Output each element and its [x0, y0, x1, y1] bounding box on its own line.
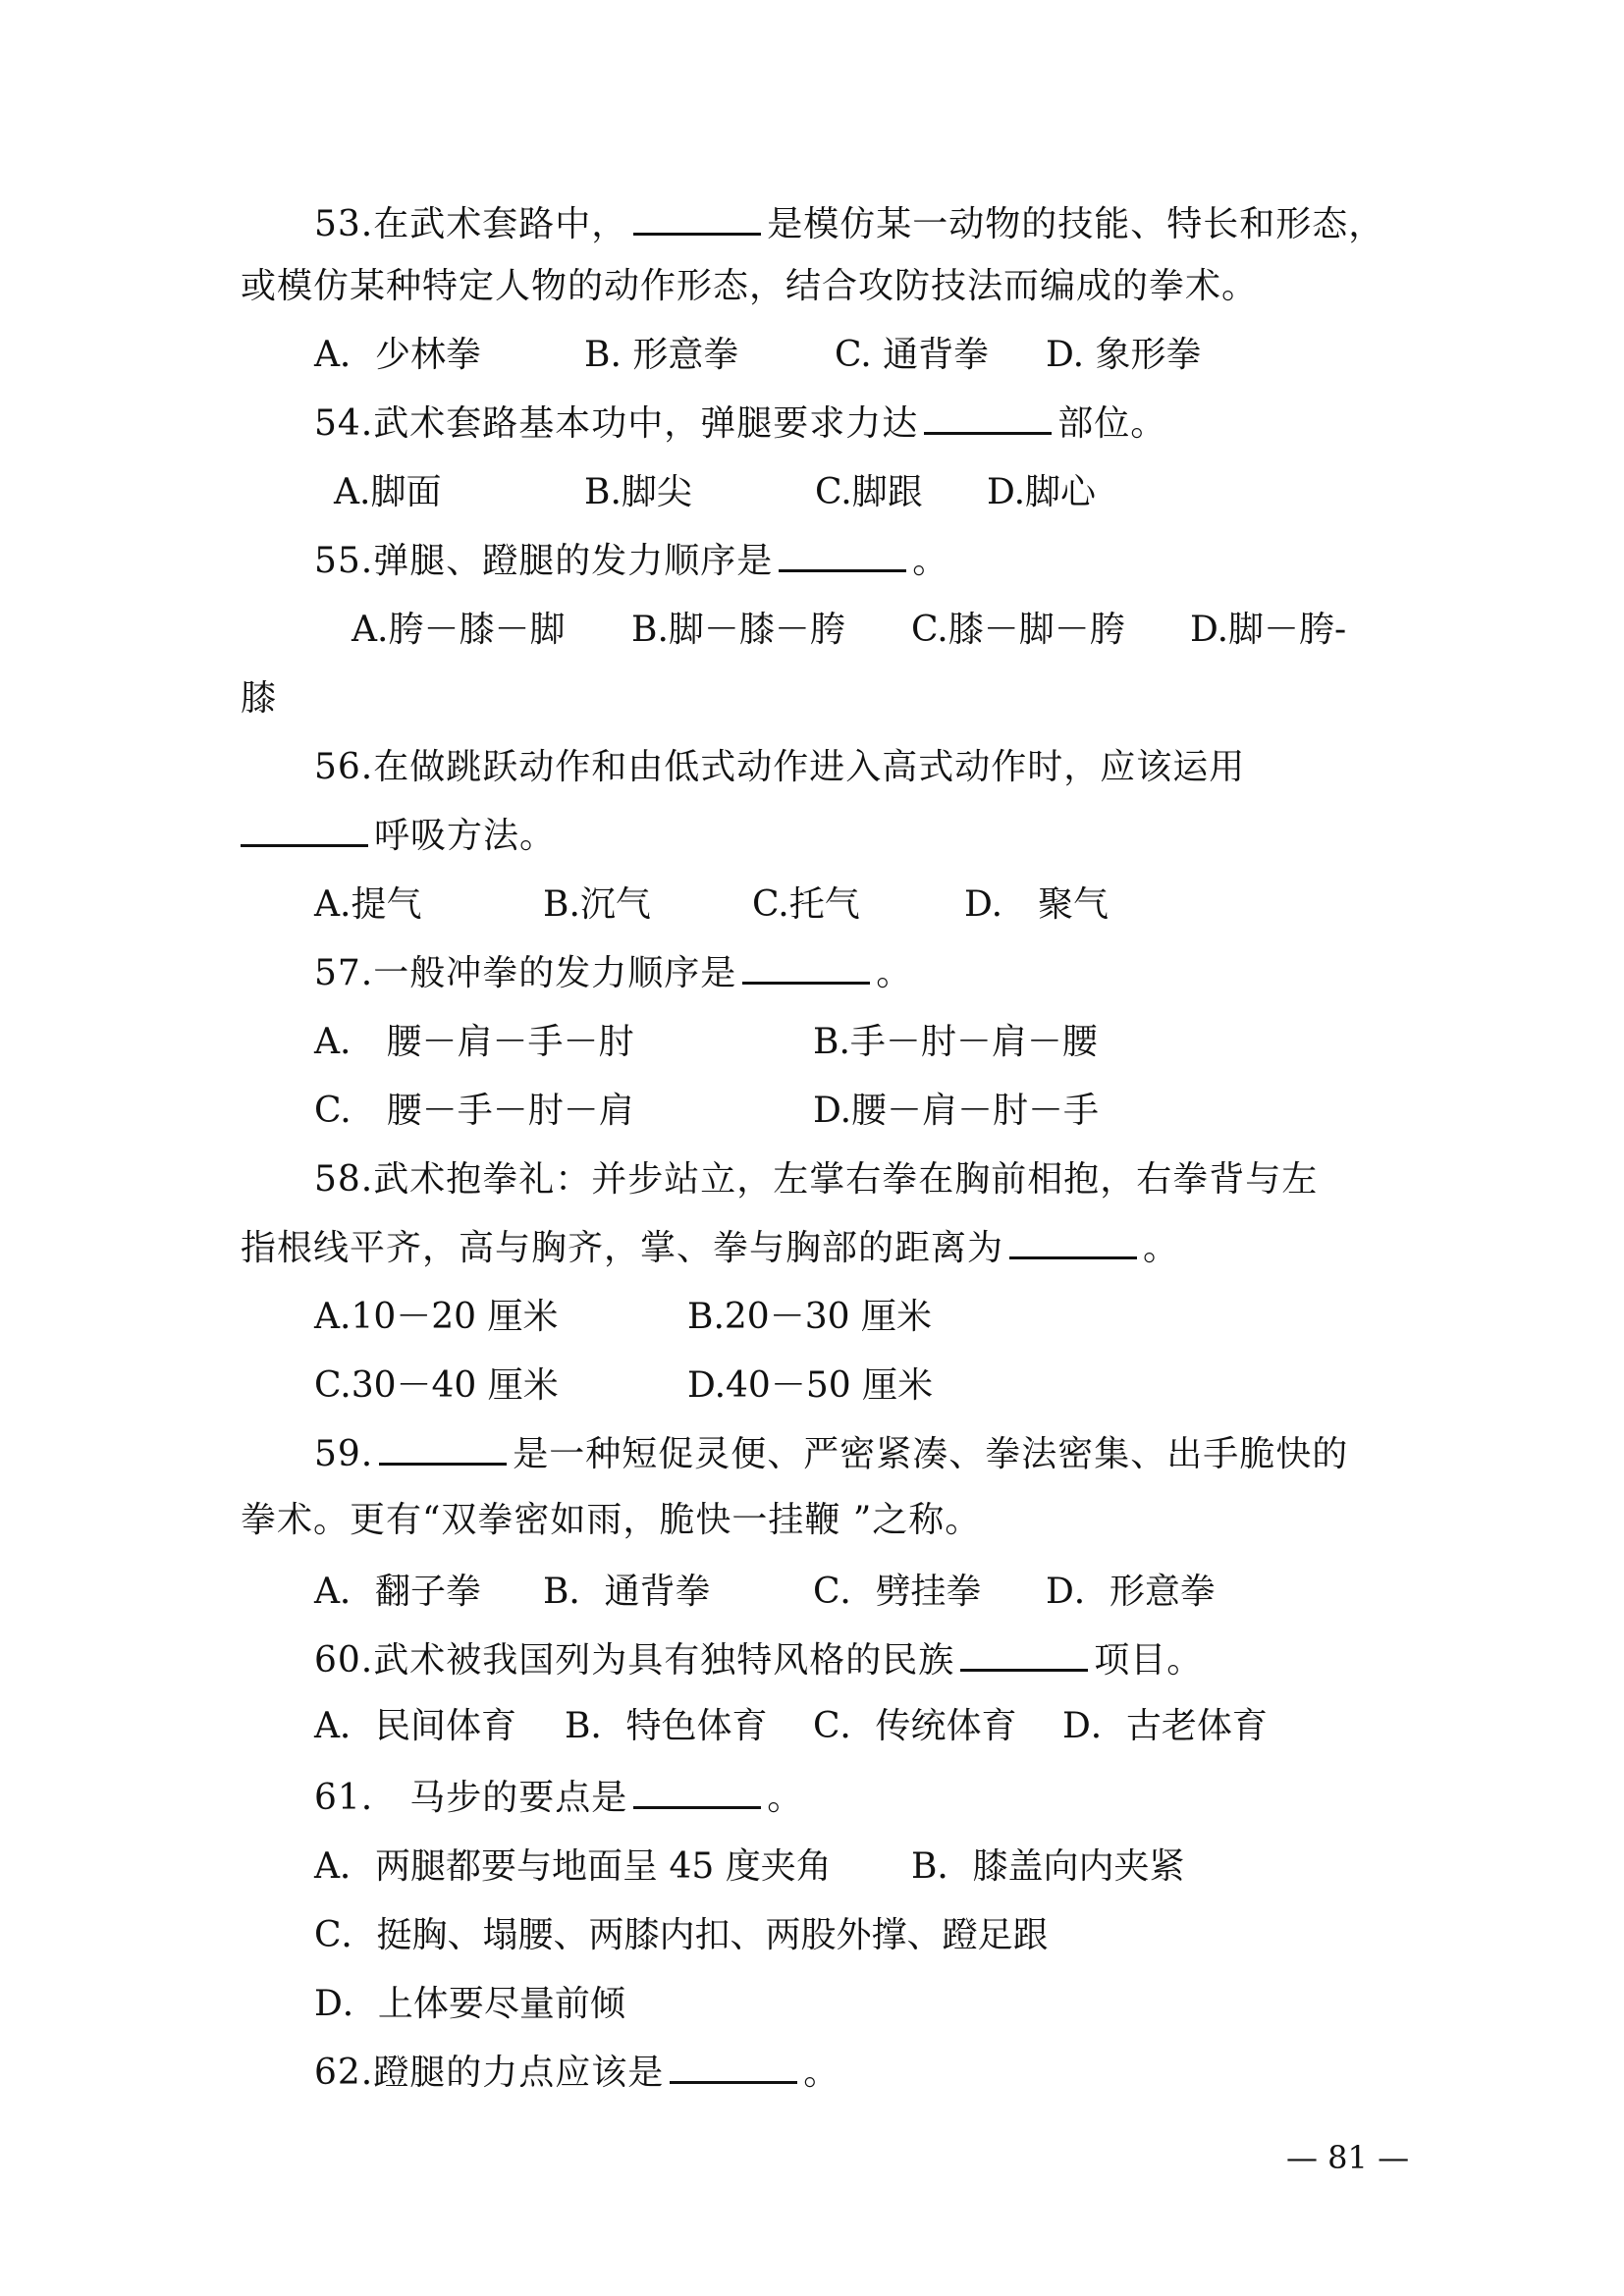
question-text: 。	[876, 953, 913, 993]
question-text: 。	[803, 2053, 840, 2093]
option-b: B.20－30 厘米	[687, 1297, 932, 1337]
option-b: B.手－肘－肩－腰	[813, 1022, 1098, 1062]
option-c: C．挺胸、塌腰、两膝内扣、两股外撑、蹬足跟	[314, 1915, 1049, 1955]
question-59-line-1	[314, 1431, 1348, 1478]
question-text: 是模仿某一动物的技能、特长和形态，	[767, 204, 1385, 244]
question-58-line-1	[314, 1156, 1318, 1203]
question-text: 部位。	[1057, 403, 1167, 444]
option-d: D.脚心	[987, 472, 1097, 512]
question-62	[314, 2050, 839, 2097]
question-number: 57.	[314, 953, 374, 993]
option-c: C.托气	[752, 884, 860, 925]
option-a: A.胯－膝－脚	[352, 610, 566, 650]
option-a: A.脚面	[334, 472, 442, 512]
question-text: 。	[912, 541, 949, 581]
answer-blank	[241, 815, 368, 847]
question-text: 是一种短促灵便、严密紧凑、拳法密集、出手脆快的	[513, 1434, 1349, 1474]
question-text: 指根线平齐，高与胸齐，掌、拳与胸部的距离为	[241, 1228, 1004, 1268]
answer-blank	[633, 203, 761, 236]
option-a: A．两腿都要与地面呈 45 度夹角	[314, 1846, 832, 1887]
option-d: D．上体要尽量前倾	[314, 1984, 625, 2024]
option-b: B.沉气	[543, 884, 651, 925]
question-59-line-2	[241, 1497, 981, 1544]
question-text: 在武术套路中，	[373, 204, 628, 244]
question-53-line-2	[241, 263, 1258, 310]
answer-blank	[960, 1639, 1088, 1672]
option-c: C．传统体育	[813, 1706, 1017, 1746]
option-a: A．少林拳	[314, 335, 481, 375]
option-d: D.40－50 厘米	[687, 1365, 934, 1406]
option-d: D．形意拳	[1046, 1572, 1216, 1612]
question-number: 53.	[314, 204, 374, 244]
option-b: B. 形意拳	[584, 335, 739, 375]
question-number: 58.	[314, 1159, 374, 1200]
question-text: 弹腿、蹬腿的发力顺序是	[373, 541, 774, 581]
option-d: D.腰－肩－肘－手	[813, 1091, 1100, 1131]
question-56-line-2	[241, 813, 556, 860]
option-d: D. 聚气	[964, 884, 1110, 925]
answer-blank	[742, 952, 870, 985]
question-54	[314, 400, 1166, 448]
option-b: B．特色体育	[565, 1706, 768, 1746]
option-b: B．通背拳	[543, 1572, 711, 1612]
question-58-line-2	[241, 1225, 1179, 1272]
option-c: C.30－40 厘米	[314, 1365, 559, 1406]
question-text: 项目。	[1094, 1640, 1204, 1681]
question-number: 60.	[314, 1640, 374, 1681]
question-text: 武术被我国列为具有独特风格的民族	[373, 1640, 955, 1681]
question-number: 54.	[314, 403, 374, 444]
option-c: C. 通背拳	[835, 335, 990, 375]
option-c: C．劈挂拳	[813, 1572, 982, 1612]
question-text: 或模仿某种特定人物的动作形态，结合攻防技法而编成的拳术。	[241, 266, 1259, 306]
question-text: 一般冲拳的发力顺序是	[373, 953, 737, 993]
question-text: 武术套路基本功中，弹腿要求力达	[373, 403, 919, 444]
question-text: 呼吸方法。	[374, 816, 557, 856]
option-c: C. 腰－手－肘－肩	[314, 1091, 634, 1131]
question-53-line-1	[314, 201, 1384, 248]
question-text: 武术抱拳礼：并步站立，左掌右拳在胸前相抱，右拳背与左	[373, 1159, 1319, 1200]
option-a: A.10－20 厘米	[314, 1297, 559, 1337]
question-number: 61.	[314, 1778, 374, 1818]
question-57	[314, 950, 912, 997]
question-text: 马步的要点是	[373, 1778, 628, 1818]
question-text: 蹬腿的力点应该是	[373, 2053, 665, 2093]
question-number: 55.	[314, 541, 374, 581]
option-d-wrap: 膝	[241, 678, 278, 719]
answer-blank	[379, 1433, 507, 1466]
question-60	[314, 1637, 1203, 1684]
question-number: 59.	[314, 1434, 374, 1474]
page-number: — 81 —	[1286, 2139, 1410, 2176]
answer-blank	[924, 402, 1052, 435]
answer-blank	[1009, 1227, 1137, 1259]
answer-blank	[670, 2052, 797, 2084]
option-a: A. 腰－肩－手－肘	[314, 1022, 634, 1062]
question-text: 。	[767, 1778, 804, 1818]
option-b: B.脚－膝－胯	[631, 610, 845, 650]
option-b: B．膝盖向内夹紧	[911, 1846, 1185, 1887]
question-text: 拳术。更有“双拳密如雨，脆快一挂鞭 ”之称。	[241, 1500, 982, 1540]
question-55	[314, 538, 948, 585]
question-text: 。	[1143, 1228, 1180, 1268]
question-61	[314, 1775, 803, 1822]
option-d: D．古老体育	[1062, 1706, 1268, 1746]
answer-blank	[779, 540, 906, 572]
option-d: D. 象形拳	[1046, 335, 1202, 375]
option-c: C.脚跟	[815, 472, 923, 512]
option-b: B.脚尖	[584, 472, 692, 512]
question-text: 在做跳跃动作和由低式动作进入高式动作时，应该运用	[373, 747, 1246, 787]
option-c: C.膝－脚－胯	[911, 610, 1125, 650]
option-a: A．翻子拳	[314, 1572, 481, 1612]
option-a: A．民间体育	[314, 1706, 516, 1746]
option-d: D.脚－胯-	[1190, 610, 1347, 650]
question-number: 56.	[314, 747, 374, 787]
question-56-line-1	[314, 744, 1245, 791]
question-number: 62.	[314, 2053, 374, 2093]
answer-blank	[633, 1777, 761, 1809]
option-a: A.提气	[314, 884, 422, 925]
